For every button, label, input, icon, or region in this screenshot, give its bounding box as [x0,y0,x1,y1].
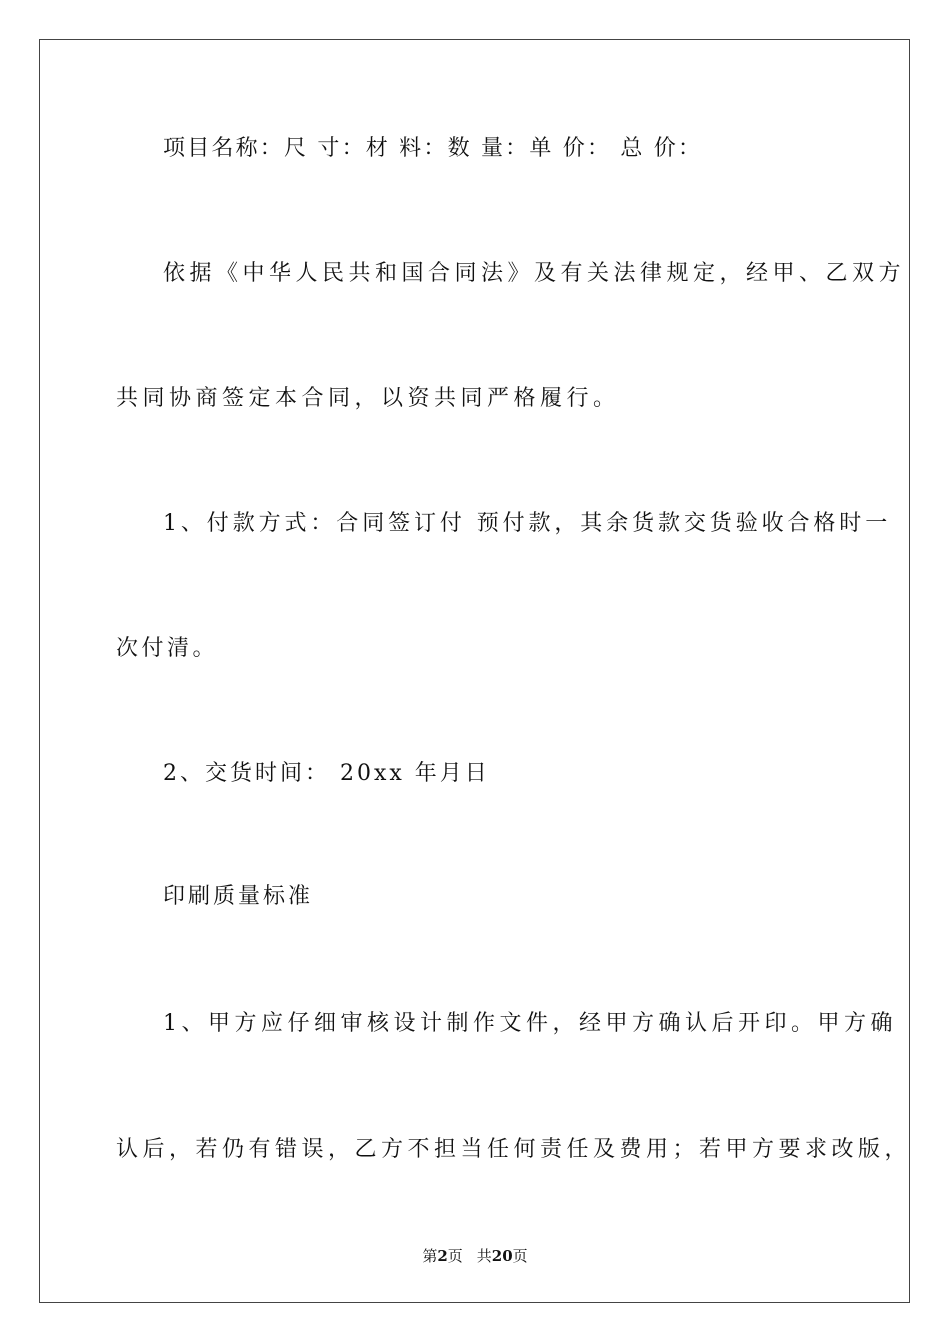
quality-clause-line: 认后，若仍有错误，乙方不担当任何责任及费用；若甲方要求改版， [116,1137,912,1162]
page-suffix: 页 [447,1247,463,1265]
page-prefix: 第 [422,1247,438,1265]
total-pages: 20 [491,1247,513,1265]
page-border [39,39,910,1303]
page-number: 2 [437,1247,448,1265]
page-footer [0,1246,950,1266]
payment-terms-line: 次付清。 [116,636,219,661]
body-paragraph-line: 依据《中华人民共和国合同法》及有关法律规定，经甲、乙双方 [163,261,906,286]
total-suffix: 页 [512,1247,528,1265]
quality-clause-line: 1、甲方应仔细审核设计制作文件，经甲方确认后开印。甲方确 [163,1011,897,1036]
payment-terms-line: 1、付款方式：合同签订付 预付款，其余货款交货验收合格时一 [163,511,892,536]
section-heading: 印刷质量标准 [163,884,314,909]
item-header-line: 项目名称：尺 寸：材 料：数 量：单 价： 总 价： [163,136,703,161]
body-paragraph-line: 共同协商签定本合同，以资共同严格履行。 [116,386,620,411]
delivery-time-line: 2、交货时间： 20xx 年月日 [163,761,490,786]
total-prefix: 共 [476,1247,492,1265]
